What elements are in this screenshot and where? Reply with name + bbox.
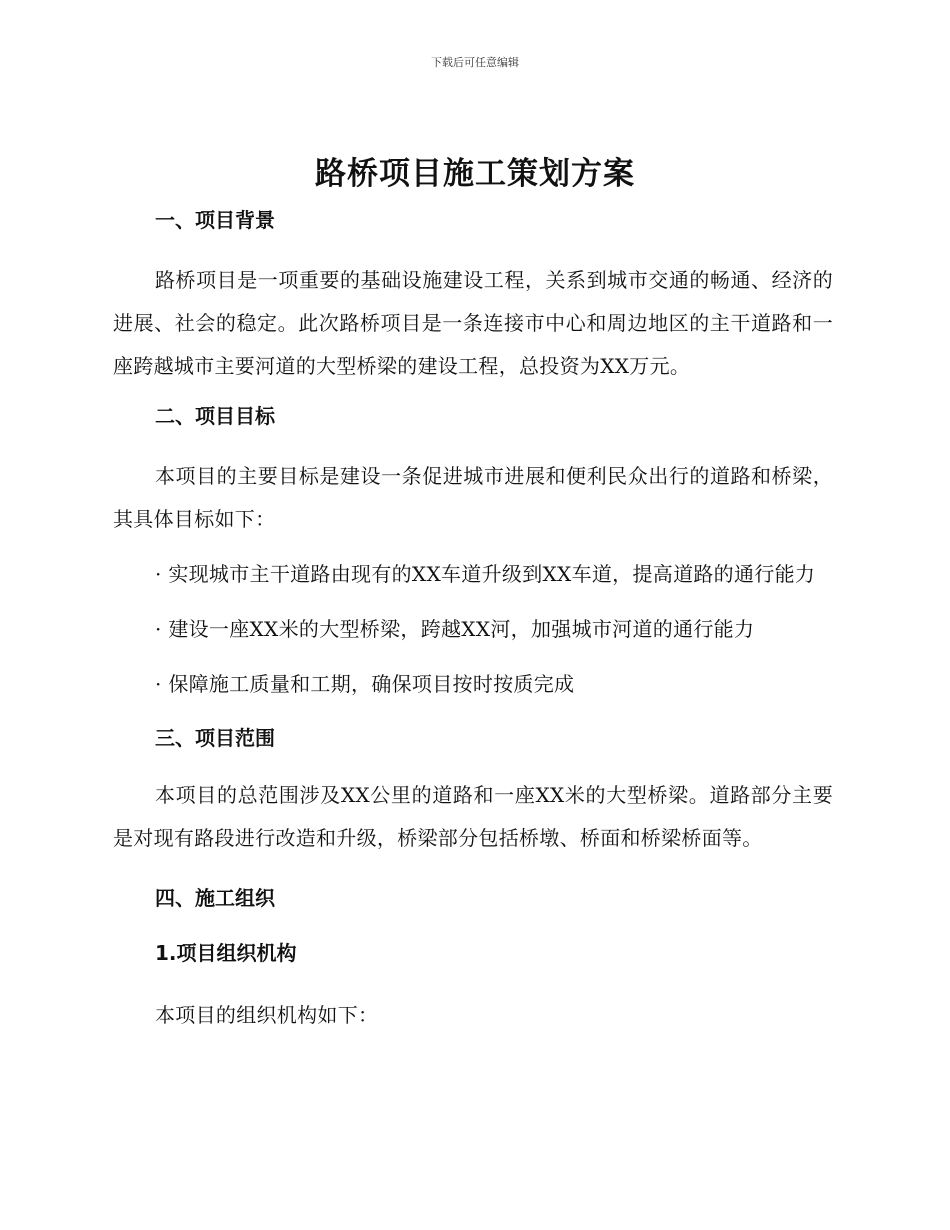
bullet-item: · 建设一座XX米的大型桥梁，跨越XX河，加强城市河道的通行能力 bbox=[155, 617, 755, 641]
section-heading-background: 一、项目背景 bbox=[155, 208, 275, 232]
header-note: 下载后可任意编辑 bbox=[431, 56, 519, 69]
page-title: 路桥项目施工策划方案 bbox=[315, 156, 635, 192]
section-heading-organization: 四、施工组织 bbox=[155, 886, 275, 910]
section-paragraph-background: 路桥项目是一项重要的基础设施建设工程，关系到城市交通的畅通、经济的进展、社会的稳定。此次路桥项目是一条连接市中心和周边地区的主干道路和一座跨越城市主要河道的大型桥梁的建设工程，总投资为XX万元。 bbox=[113, 268, 833, 378]
section-paragraph-organization: 本项目的组织机构如下： bbox=[155, 1003, 379, 1027]
bullet-item: · 实现城市主干道路由现有的XX车道升级到XX车道，提高道路的通行能力 bbox=[155, 562, 816, 586]
section-paragraph-scope: 本项目的总范围涉及XX公里的道路和一座XX米的大型桥梁。道路部分主要是对现有路段进行改造和升级，桥梁部分包括桥墩、桥面和桥梁桥面等。 bbox=[113, 783, 833, 850]
subsection-heading-org-structure: 1.项目组织机构 bbox=[155, 941, 297, 965]
bullet-item: · 保障施工质量和工期，确保项目按时按质完成 bbox=[155, 672, 575, 696]
section-paragraph-goals: 本项目的主要目标是建设一条促进城市进展和便利民众出行的道路和桥梁，其具体目标如下： bbox=[113, 464, 833, 531]
section-heading-goals: 二、项目目标 bbox=[155, 404, 275, 428]
section-heading-scope: 三、项目范围 bbox=[155, 726, 275, 750]
document-body bbox=[113, 200, 833, 1037]
